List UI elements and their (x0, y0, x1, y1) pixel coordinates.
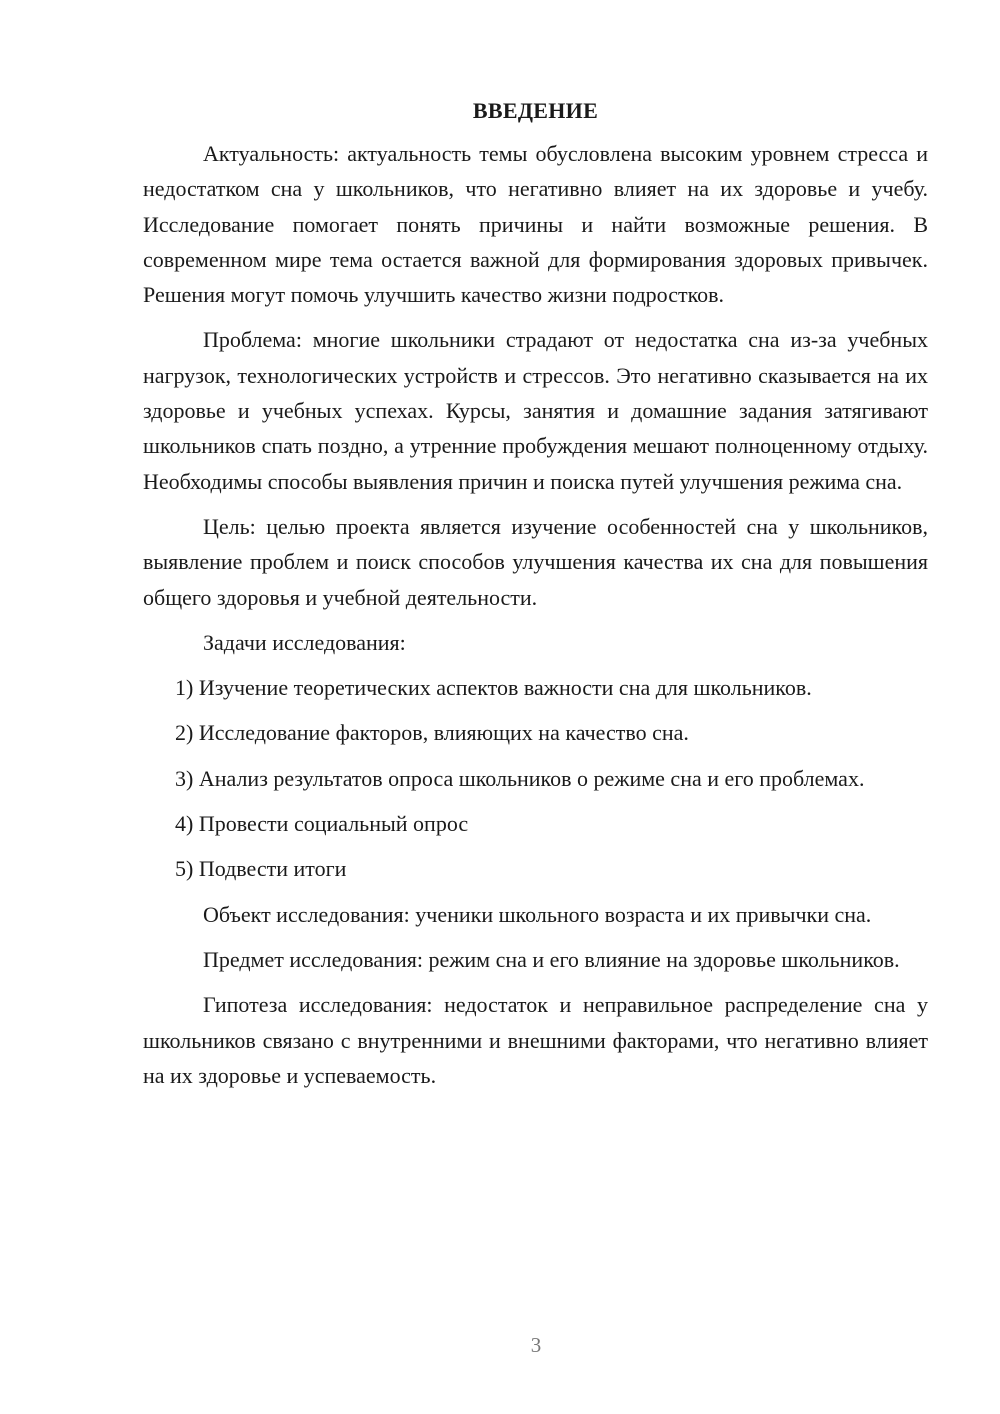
paragraph-relevance: Актуальность: актуальность темы обусловлена высоким уровнем стресса и недостатком сна у школьников, что негативно влияет на их здоровье и учебу. Исследование помогает понять причины и найти возможные решения. В современном мире тема остается важной для формирования здоровых привычек. Решения могут помочь улучшить качество жизни подростков. (143, 141, 928, 308)
paragraph-problem: Проблема: многие школьники страдают от недостатка сна из-за учебных нагрузок, технологических устройств и стрессов. Это негативно сказывается на их здоровье и учебных успехах. Курсы, занятия и домашние задания затягивают школьников спать поздно, а утренние пробуждения мешают полноценному отдыху. Необходимы способы выявления причин и поиска путей улучшения режима сна. (143, 327, 928, 494)
task-item-1: 1) Изучение теоретических аспектов важности сна для школьников. (175, 675, 812, 701)
paragraph-goal: Цель: целью проекта является изучение особенностей сна у школьников, выявление проблем и поиск способов улучшения качества их сна для повышения общего здоровья и учебной деятельности. (143, 513, 928, 610)
paragraph-object: Объект исследования: ученики школьного возраста и их привычки сна. (203, 901, 872, 927)
task-item-3: 3) Анализ результатов опроса школьников о режиме сна и его проблемах. (175, 765, 865, 791)
paragraph-subject: Предмет исследования: режим сна и его влияние на здоровье школьников. (203, 946, 900, 972)
task-item-4: 4) Провести социальный опрос (175, 811, 469, 837)
task-item-5: 5) Подвести итоги (175, 856, 347, 882)
task-item-2: 2) Исследование факторов, влияющих на качество сна. (175, 720, 689, 746)
page-title: ВВЕДЕНИЕ (472, 98, 599, 123)
document-body (143, 94, 928, 1093)
page-number: 3 (530, 1333, 542, 1357)
tasks-heading: Задачи исследования: (203, 629, 406, 655)
paragraph-hypothesis: Гипотеза исследования: недостаток и неправильное распределение сна у школьников связано с внутренними и внешними факторами, что негативно влияет на их здоровье и успеваемость. (143, 992, 928, 1088)
